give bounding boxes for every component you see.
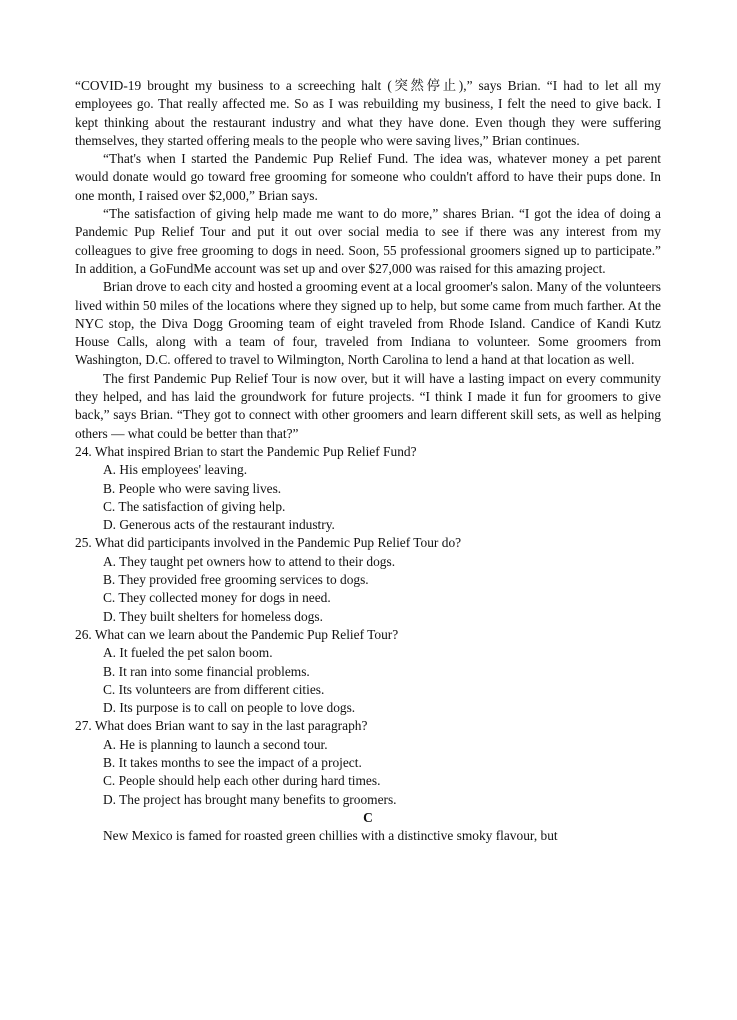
passage-paragraph: The first Pandemic Pup Relief Tour is now over, but it will have a lasting impact on every community they helped, and has laid the groundwork for future projects. “I think I made it fun for groomers to give back,” says Brian. “They got to connect with other groomers and learn different skill sets, as well as helping others — what could be better than that?” — [75, 370, 661, 441]
question-option: D. They built shelters for homeless dogs. — [103, 608, 323, 624]
question-option: B. It ran into some financial problems. — [103, 663, 310, 679]
question-stem: 25. What did participants involved in the Pandemic Pup Relief Tour do? — [75, 535, 462, 551]
question-option: C. They collected money for dogs in need. — [103, 590, 331, 606]
passage-paragraph: “The satisfaction of giving help made me want to do more,” shares Brian. “I got the idea of doing a Pandemic Pup Relief Tour and put it out over social media to see if there was any interest from my colleagues to give free grooming to dogs in need. Soon, 55 professional groomers signed up to participate.” In addition, a GoFundMe account was set up and over $27,000 was raised for this amazing project. — [75, 206, 661, 276]
question-option: C. People should help each other during hard times. — [103, 773, 381, 789]
passage-b — [75, 77, 661, 443]
question-24 — [75, 443, 661, 534]
question-option: A. It fueled the pet salon boom. — [103, 645, 273, 661]
question-stem: 24. What inspired Brian to start the Pandemic Pup Relief Fund? — [75, 443, 417, 459]
question-option: C. Its volunteers are from different cities. — [103, 681, 325, 697]
question-stem: 27. What does Brian want to say in the last paragraph? — [75, 718, 368, 734]
passage-paragraph: New Mexico is famed for roasted green chillies with a distinctive smoky flavour, but — [103, 828, 558, 844]
passage-paragraph: Brian drove to each city and hosted a grooming event at a local groomer's salon. Many of the volunteers lived within 50 miles of the locations where they signed up to help, but some came from much farther. At the NYC stop, the Diva Dogg Grooming team of eight traveled from Rhode Island. Candice of Kandi Kutz House Calls, along with a team of four, traveled from Indiana to volunteer. Some groomers from Washington, D.C. offered to travel to Wilmington, North Carolina to lend a hand at that location as well. — [75, 279, 661, 368]
question-list — [75, 443, 661, 809]
passage-paragraph: “That's when I started the Pandemic Pup Relief Fund. The idea was, whatever money a pet parent would donate would go toward free grooming for someone who couldn't afford to have their pups done. In one month, I raised over $2,000,” Brian says. — [75, 151, 661, 203]
question-option: D. The project has brought many benefits to groomers. — [103, 791, 397, 807]
question-option: A. They taught pet owners how to attend to their dogs. — [103, 553, 396, 569]
passage-c — [75, 809, 661, 846]
section-heading: C — [363, 809, 373, 825]
question-option: C. The satisfaction of giving help. — [103, 498, 286, 514]
question-option: A. He is planning to launch a second tour. — [103, 736, 328, 752]
question-stem: 26. What can we learn about the Pandemic Pup Relief Tour? — [75, 626, 399, 642]
question-option: D. Generous acts of the restaurant industry. — [103, 517, 335, 533]
question-option: B. It takes months to see the impact of a project. — [103, 754, 362, 770]
question-option: B. People who were saving lives. — [103, 480, 282, 496]
question-option: D. Its purpose is to call on people to love dogs. — [103, 700, 356, 716]
question-27 — [75, 717, 661, 808]
document-page — [75, 77, 661, 845]
question-option: A. His employees' leaving. — [103, 462, 248, 478]
question-25 — [75, 534, 661, 625]
passage-paragraph: “COVID-19 brought my business to a screeching halt (突然停止),” says Brian. “I had to let all my employees go. That really affected me. So as I was rebuilding my business, I felt the need to give back. I kept thinking about the restaurant industry and what they have done. Even though they were suffering themselves, they started offering meals to the people who were saving lives,” Brian continues. — [75, 78, 661, 148]
question-26 — [75, 626, 661, 717]
question-option: B. They provided free grooming services to dogs. — [103, 572, 369, 588]
